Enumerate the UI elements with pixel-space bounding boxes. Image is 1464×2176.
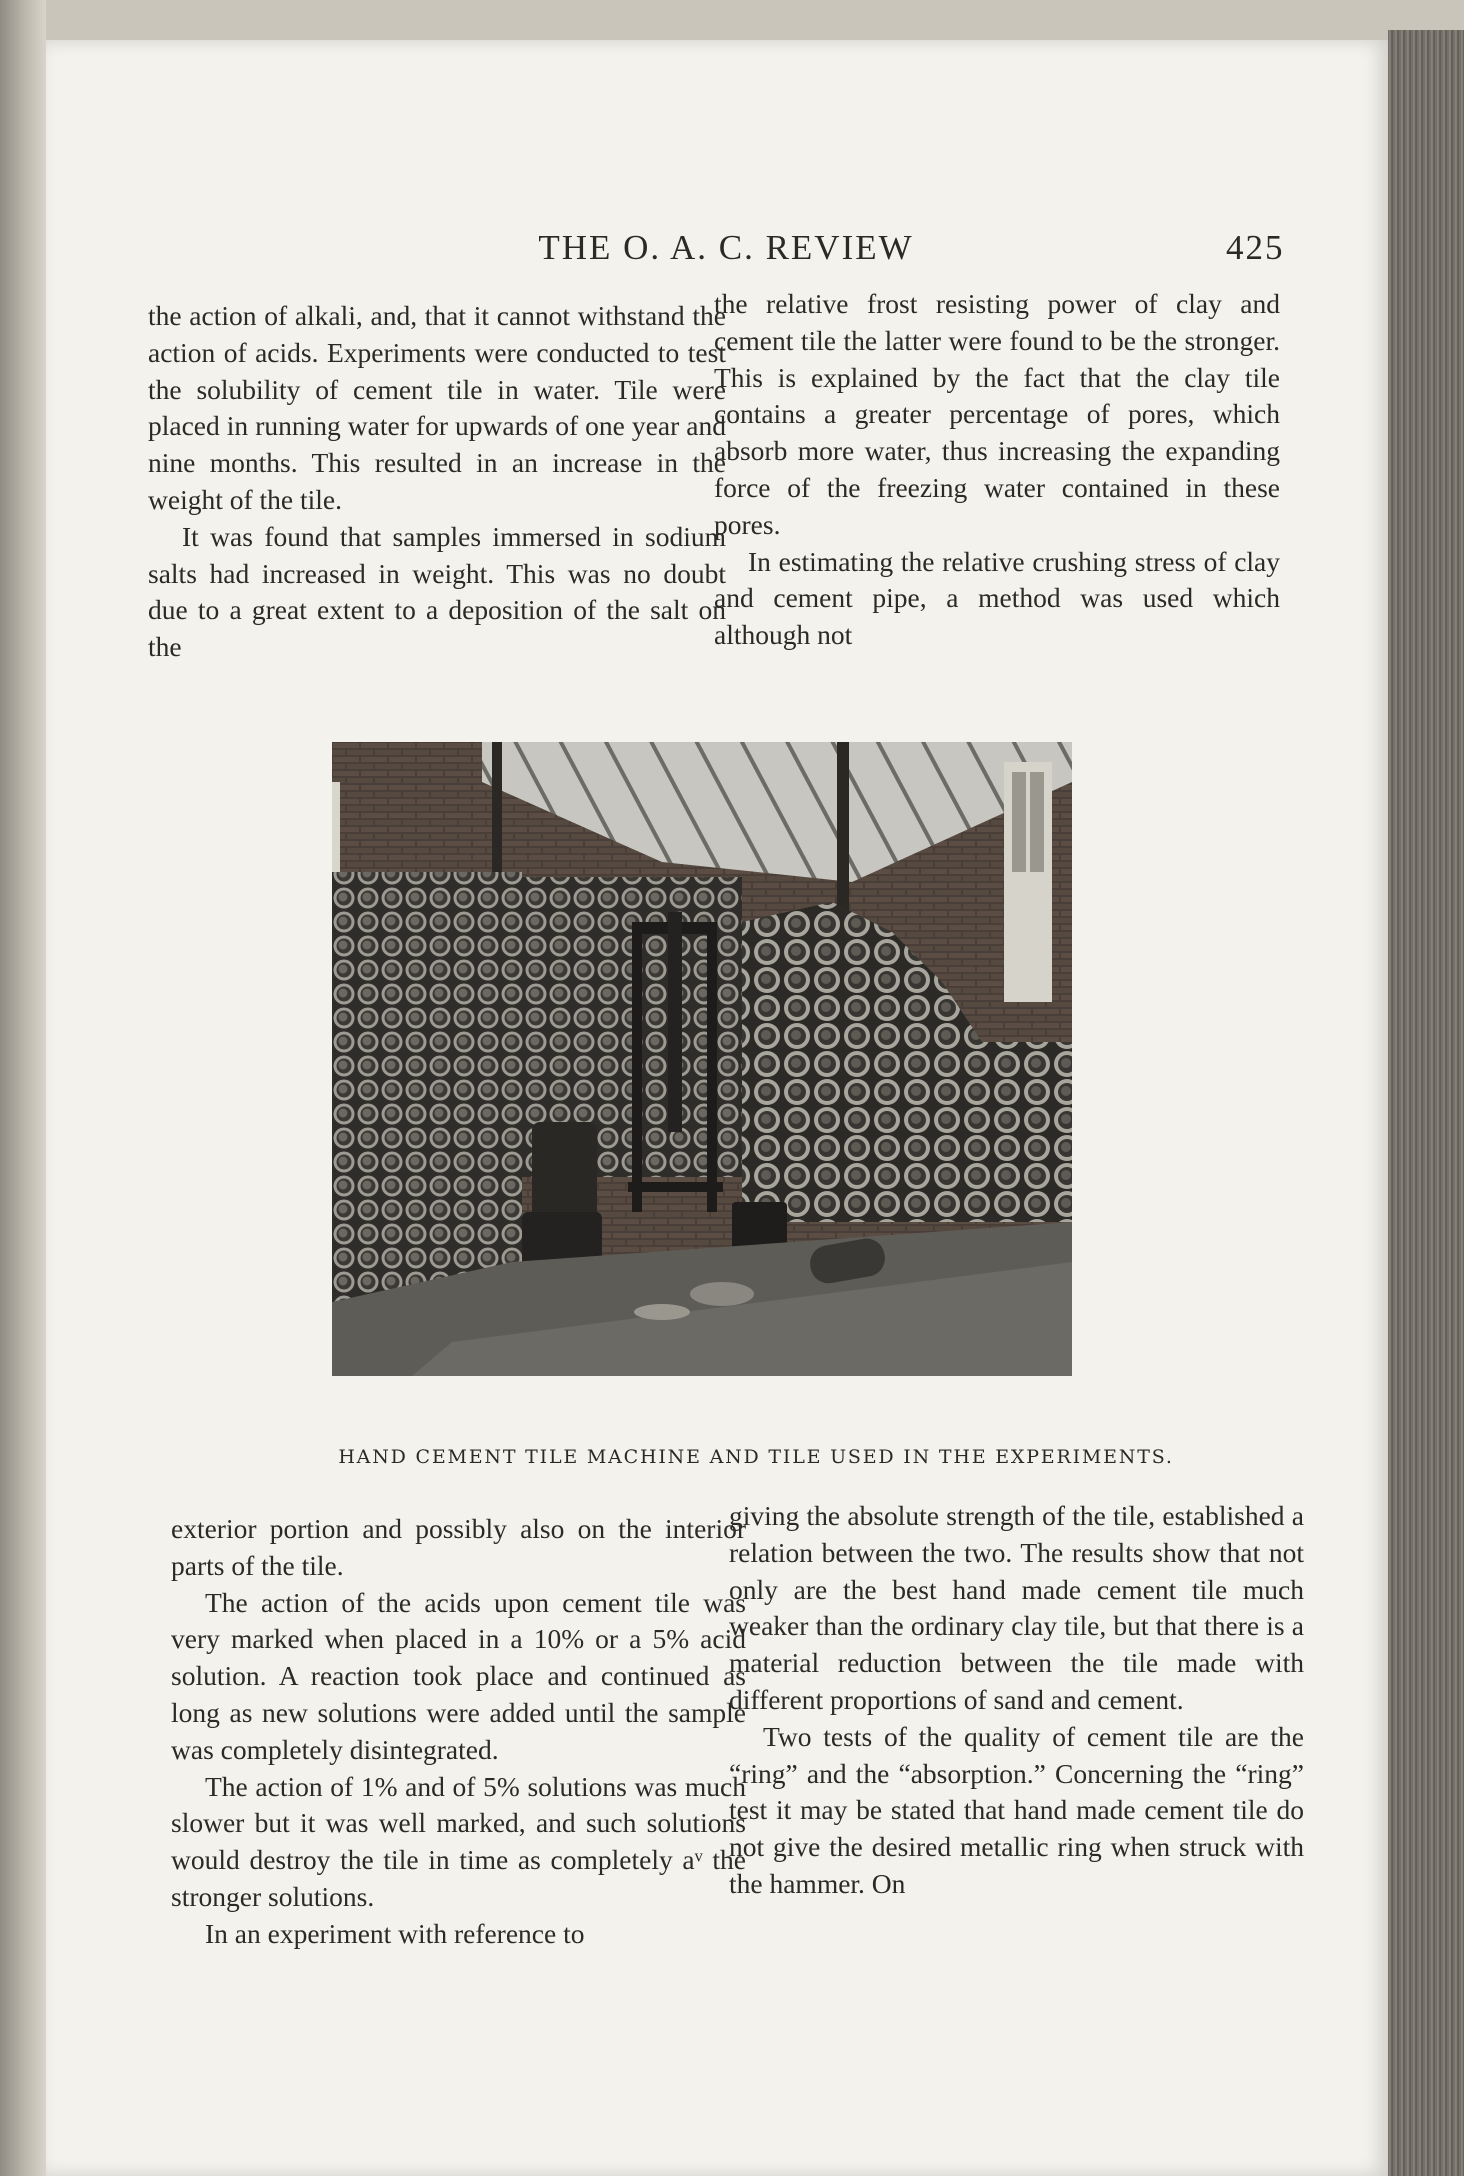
book-page-edges <box>1388 30 1464 2176</box>
paragraph: the relative frost resisting power of clay and cement tile the latter were found to be the stronger. This is explained by the fact that the clay tile contains a greater percentage of pores, which absorb more water, thus increasing the expanding force of the freezing water contained in these pores. <box>714 288 1280 540</box>
page-number: 425 <box>1226 228 1285 267</box>
paragraph: Two tests of the quality of cement tile are the “ring” and the “absorption.” Concerning the “ring” test it may be stated that hand made cement tile do not give the desired metallic ring when struck with the hammer. On <box>729 1720 1304 1899</box>
paragraph: It was found that samples immersed in sodium salts had increased in weight. This was no doubt due to a great extent to a deposition of the salt on the <box>148 520 726 663</box>
book-left-edge <box>0 0 46 2176</box>
column-top-left <box>148 298 726 666</box>
photograph-illustration <box>332 742 1072 1376</box>
journal-title: THE O. A. C. REVIEW <box>538 228 914 267</box>
paragraph: The action of the acids upon cement tile was very marked when placed in a 10% or a 5% acid solution. A reaction took place and continued as long as new solutions were added until the sample was completely disintegrated. <box>171 1586 746 1765</box>
paragraph: In estimating the relative crushing stress of clay and cement pipe, a method was used which although not <box>714 545 1280 651</box>
photograph-tile-machine <box>332 742 1072 1376</box>
paragraph: the action of alkali, and, that it cannot withstand the action of acids. Experiments were conducted to test the solubility of cement tile in water. Tile were placed in running water for upwards of one year and nine months. This resulted in an increase in the weight of the tile. <box>148 300 726 515</box>
paragraph: The action of 1% and of 5% solutions was much slower but it was well marked, and such solutions would destroy the tile in time as completely aᵛ the stronger solutions. <box>171 1770 746 1912</box>
paragraph: giving the absolute strength of the tile, established a relation between the two. The results show that not only are the best hand made cement tile much weaker than the ordinary clay tile, but that there is a material reduction between the tile made with different proportions of sand and cement. <box>729 1500 1304 1715</box>
column-bottom-left <box>171 1511 746 1953</box>
paragraph: exterior portion and possibly also on the interior parts of the tile. <box>171 1513 746 1581</box>
column-top-right <box>714 286 1280 654</box>
paragraph: In an experiment with reference to <box>205 1917 585 1949</box>
book-page <box>46 40 1388 2176</box>
figure-caption: HAND CEMENT TILE MACHINE AND TILE USED IN THE EXPERIMENTS. <box>338 1446 1174 1468</box>
column-bottom-right <box>729 1498 1304 1903</box>
